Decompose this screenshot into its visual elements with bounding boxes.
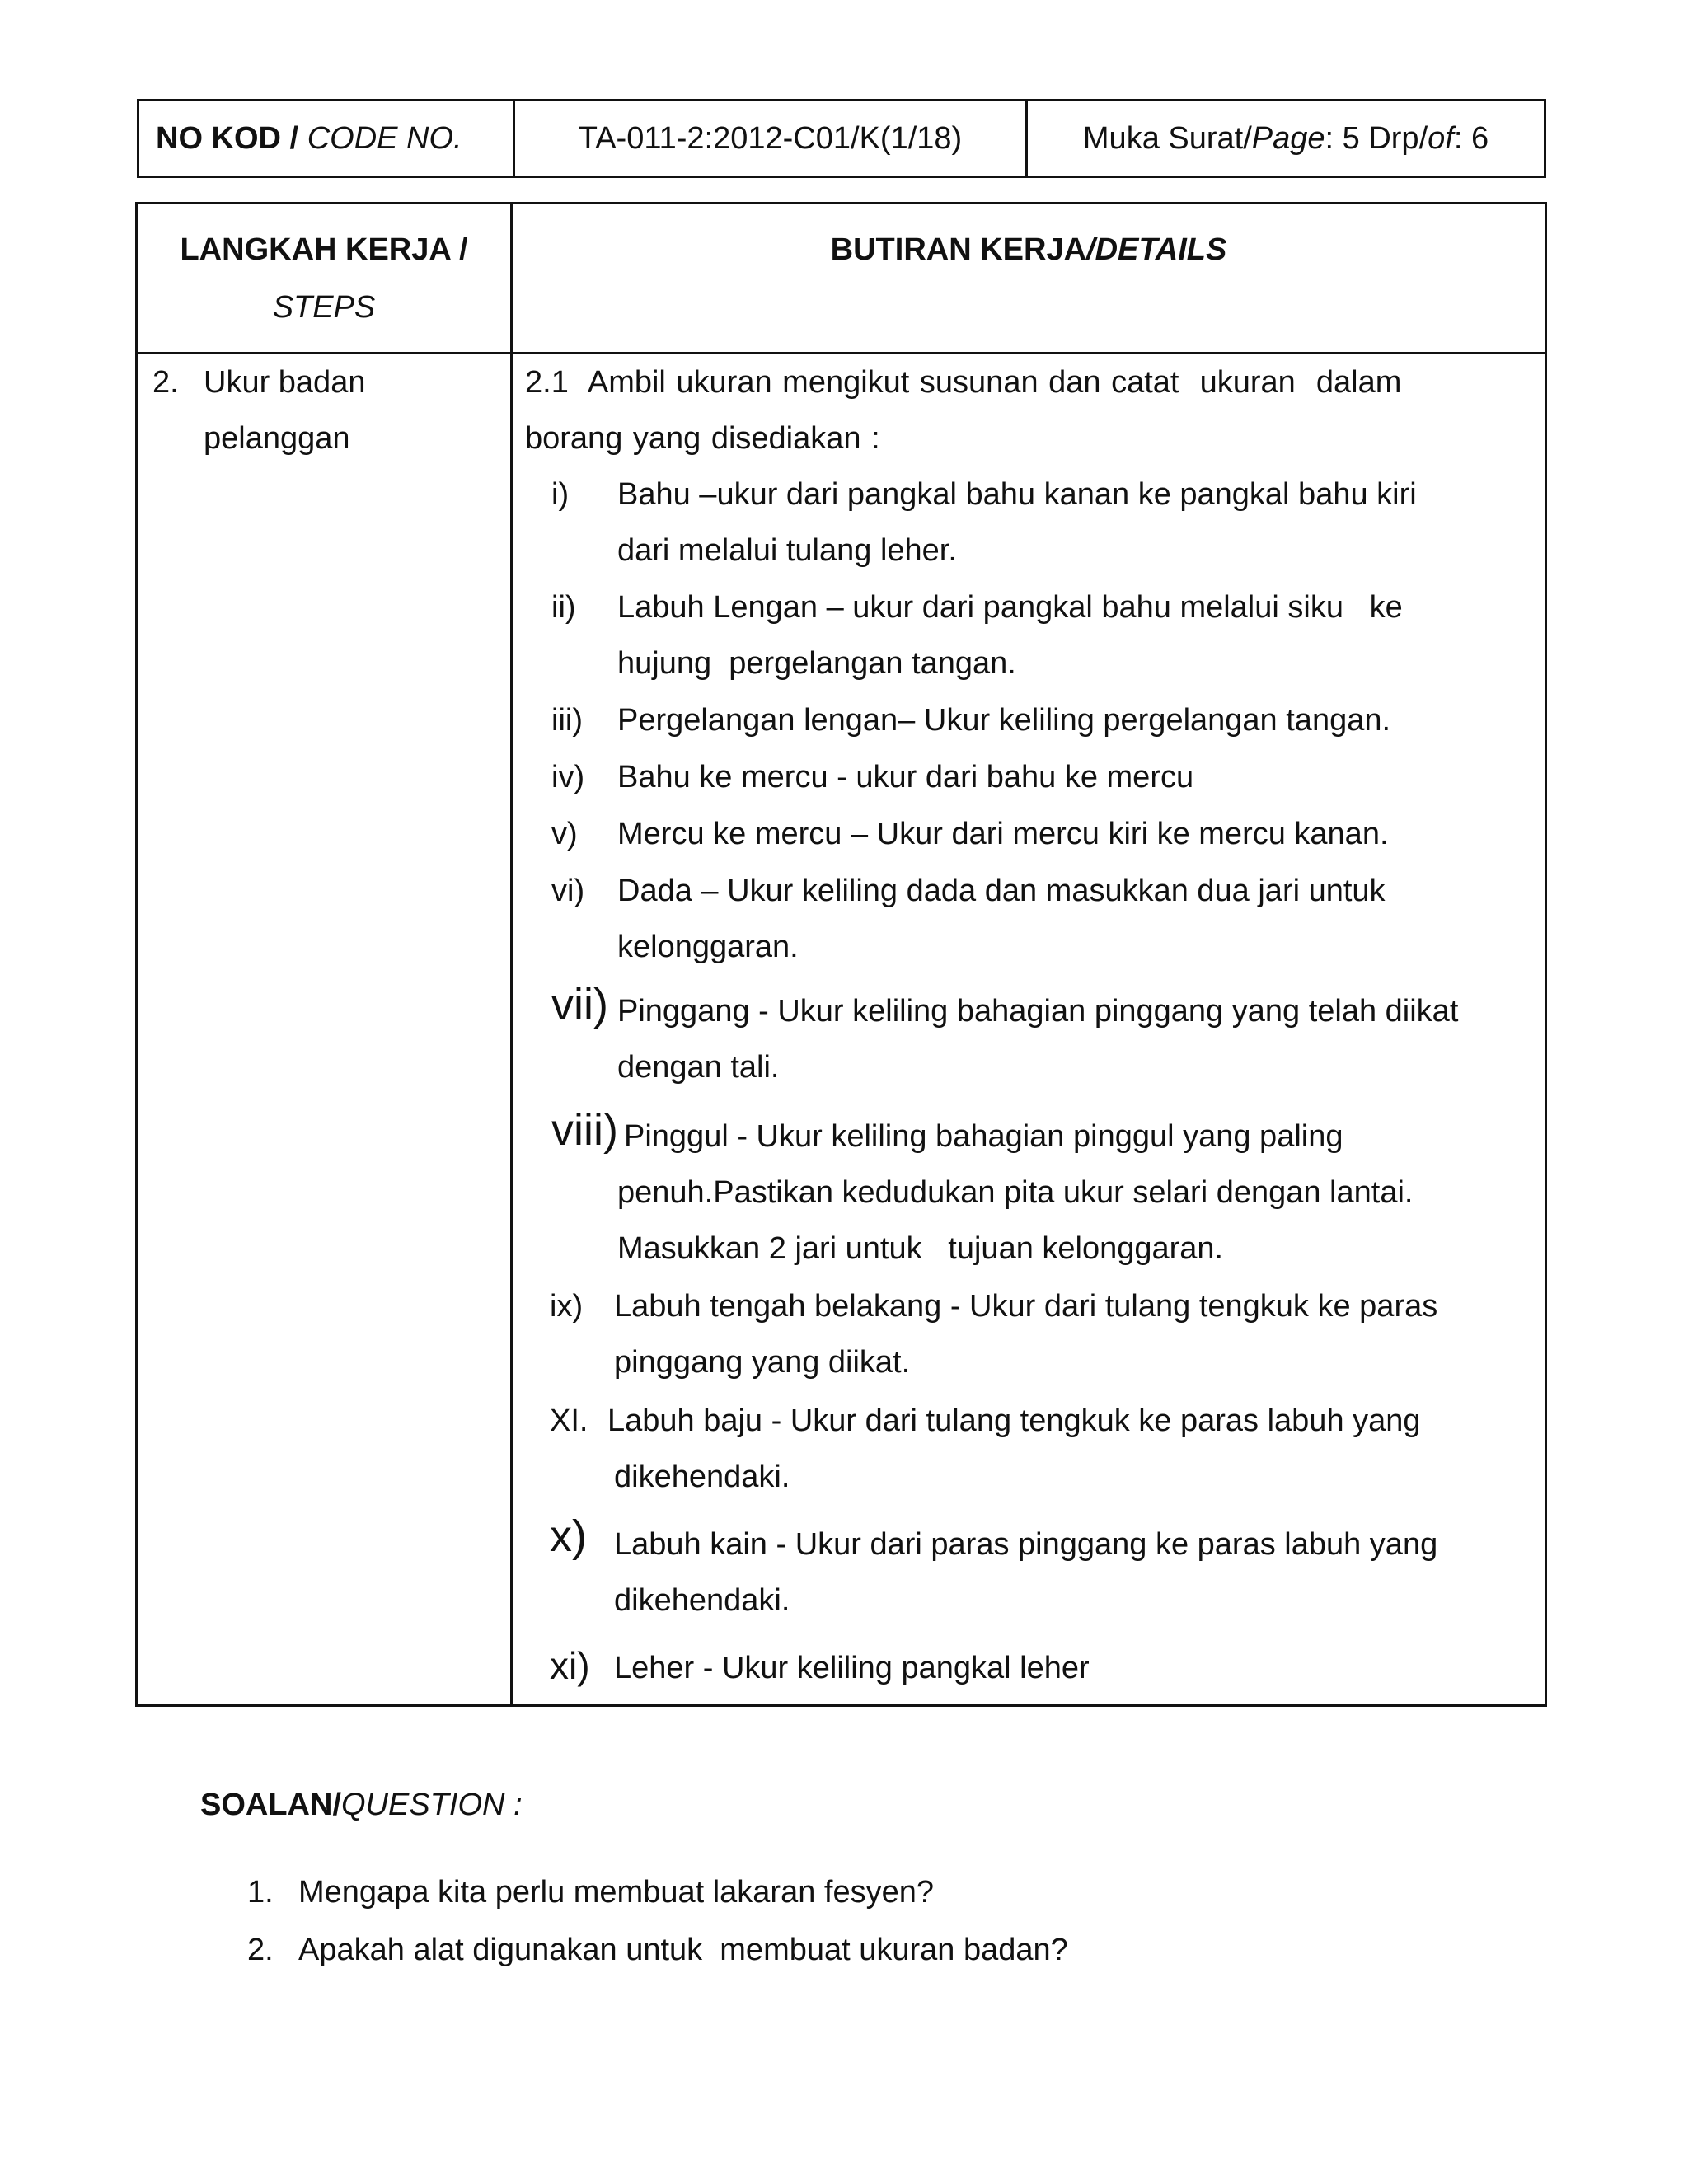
intro-line-1: 2.1 Ambil ukuran mengikut susunan dan catat ukuran dalam xyxy=(525,365,1402,400)
item-marker: x) xyxy=(550,1511,587,1561)
page-number-cell xyxy=(1025,101,1544,176)
column-divider xyxy=(510,204,513,1704)
item-marker: ii) xyxy=(551,590,576,625)
item-line: penuh.Pastikan kedudukan pita ukur selari dengan lantai. xyxy=(617,1175,1414,1210)
measurement-item xyxy=(551,1105,1540,1277)
item-line: Dada – Ukur keliling dada dan masukkan dua jari untuk xyxy=(617,874,1386,908)
item-line: Pinggul - Ukur keliling bahagian pinggul yang paling xyxy=(624,1119,1343,1154)
question-item xyxy=(247,1868,934,1917)
steps-header-italic: STEPS xyxy=(272,290,376,325)
item-line: Leher - Ukur keliling pangkal leher xyxy=(614,1651,1090,1685)
item-line: hujung pergelangan tangan. xyxy=(617,646,1016,681)
item-line: pinggang yang diikat. xyxy=(614,1345,911,1380)
item-line: Mercu ke mercu – Ukur dari mercu kiri ke mercu kanan. xyxy=(617,817,1389,851)
measurement-item xyxy=(551,863,1540,975)
item-marker: XI. xyxy=(550,1404,588,1438)
measurement-item xyxy=(550,1278,1539,1390)
measurement-item xyxy=(551,980,1540,1095)
measurement-item xyxy=(551,466,1540,579)
item-line: Labuh Lengan – ukur dari pangkal bahu melalui siku ke xyxy=(617,590,1403,625)
item-line: Labuh tengah belakang - Ukur dari tulang tengkuk ke paras xyxy=(614,1289,1438,1324)
details-header-italic: /DETAILS xyxy=(1086,232,1227,267)
item-line: Labuh baju - Ukur dari tulang tengkuk ke paras labuh yang xyxy=(607,1404,1421,1438)
code-label-bold: NO KOD / xyxy=(156,120,299,156)
measurement-item xyxy=(551,806,1540,862)
code-value: TA-011-2:2012-C01/K(1/18) xyxy=(578,120,963,156)
item-marker: xi) xyxy=(550,1644,590,1687)
details-header-bold: BUTIRAN KERJA xyxy=(830,232,1087,267)
item-line: dari melalui tulang leher. xyxy=(617,533,957,568)
step-number: 2. xyxy=(152,365,179,400)
details-column-header xyxy=(513,221,1545,279)
item-line: dengan tali. xyxy=(617,1050,780,1085)
intro-line-2: borang yang disediakan : xyxy=(525,421,880,456)
page-total: : 6 xyxy=(1453,120,1489,156)
item-line: Labuh kain - Ukur dari paras pinggang ke paras labuh yang xyxy=(614,1527,1438,1562)
questions-title xyxy=(200,1780,523,1830)
steps-column-header xyxy=(138,221,510,336)
question-item xyxy=(247,1925,1068,1975)
item-line: Bahu ke mercu - ukur dari bahu ke mercu xyxy=(617,760,1194,794)
item-marker: vi) xyxy=(551,874,585,908)
item-line: Pinggang - Ukur keliling bahagian pinggang yang telah diikat xyxy=(617,994,1459,1029)
item-line: Pergelangan lengan– Ukur keliling pergelangan tangan. xyxy=(617,703,1391,738)
question-text: Mengapa kita perlu membuat lakaran fesyen? xyxy=(298,1875,935,1910)
step-line-1: Ukur badan xyxy=(204,365,366,400)
header-table xyxy=(137,99,1546,178)
item-marker: i) xyxy=(551,477,570,512)
code-label-italic: CODE NO. xyxy=(307,120,462,156)
measurement-item xyxy=(550,1511,1539,1629)
item-marker: ix) xyxy=(550,1289,584,1324)
step-line-2: pelanggan xyxy=(204,421,350,456)
work-steps-table xyxy=(135,202,1547,1707)
code-value-cell xyxy=(513,101,1025,176)
page-of-italic: of xyxy=(1428,120,1454,156)
page-label: Muka Surat/ xyxy=(1082,120,1252,156)
questions-title-bold: SOALAN/ xyxy=(200,1788,341,1822)
question-number: 1. xyxy=(247,1875,274,1910)
step-cell xyxy=(152,354,499,466)
details-intro xyxy=(525,354,1522,466)
item-marker: v) xyxy=(551,817,578,851)
code-label-cell xyxy=(139,101,513,176)
question-text: Apakah alat digunakan untuk membuat ukuran badan? xyxy=(298,1933,1068,1967)
item-line: Bahu –ukur dari pangkal bahu kanan ke pangkal bahu kiri xyxy=(617,477,1417,512)
item-marker: iii) xyxy=(551,703,583,738)
item-line: kelonggaran. xyxy=(617,930,799,964)
measurement-item xyxy=(550,1640,1539,1696)
page-label-italic: Page xyxy=(1251,120,1325,156)
item-marker: iv) xyxy=(551,760,585,794)
measurement-item xyxy=(550,1393,1539,1505)
item-marker: vii) xyxy=(551,980,608,1029)
questions-title-italic: QUESTION : xyxy=(341,1788,523,1822)
measurement-item xyxy=(551,692,1540,748)
item-line: dikehendaki. xyxy=(614,1583,790,1618)
measurement-item xyxy=(551,579,1540,691)
steps-header-bold: LANGKAH KERJA / xyxy=(180,232,468,267)
item-marker: viii) xyxy=(551,1105,618,1155)
item-line: Masukkan 2 jari untuk tujuan kelonggaran. xyxy=(617,1231,1224,1266)
item-line: dikehendaki. xyxy=(614,1460,790,1494)
question-number: 2. xyxy=(247,1933,274,1967)
page-mid: : 5 Drp/ xyxy=(1325,120,1428,156)
measurement-item xyxy=(551,749,1540,805)
